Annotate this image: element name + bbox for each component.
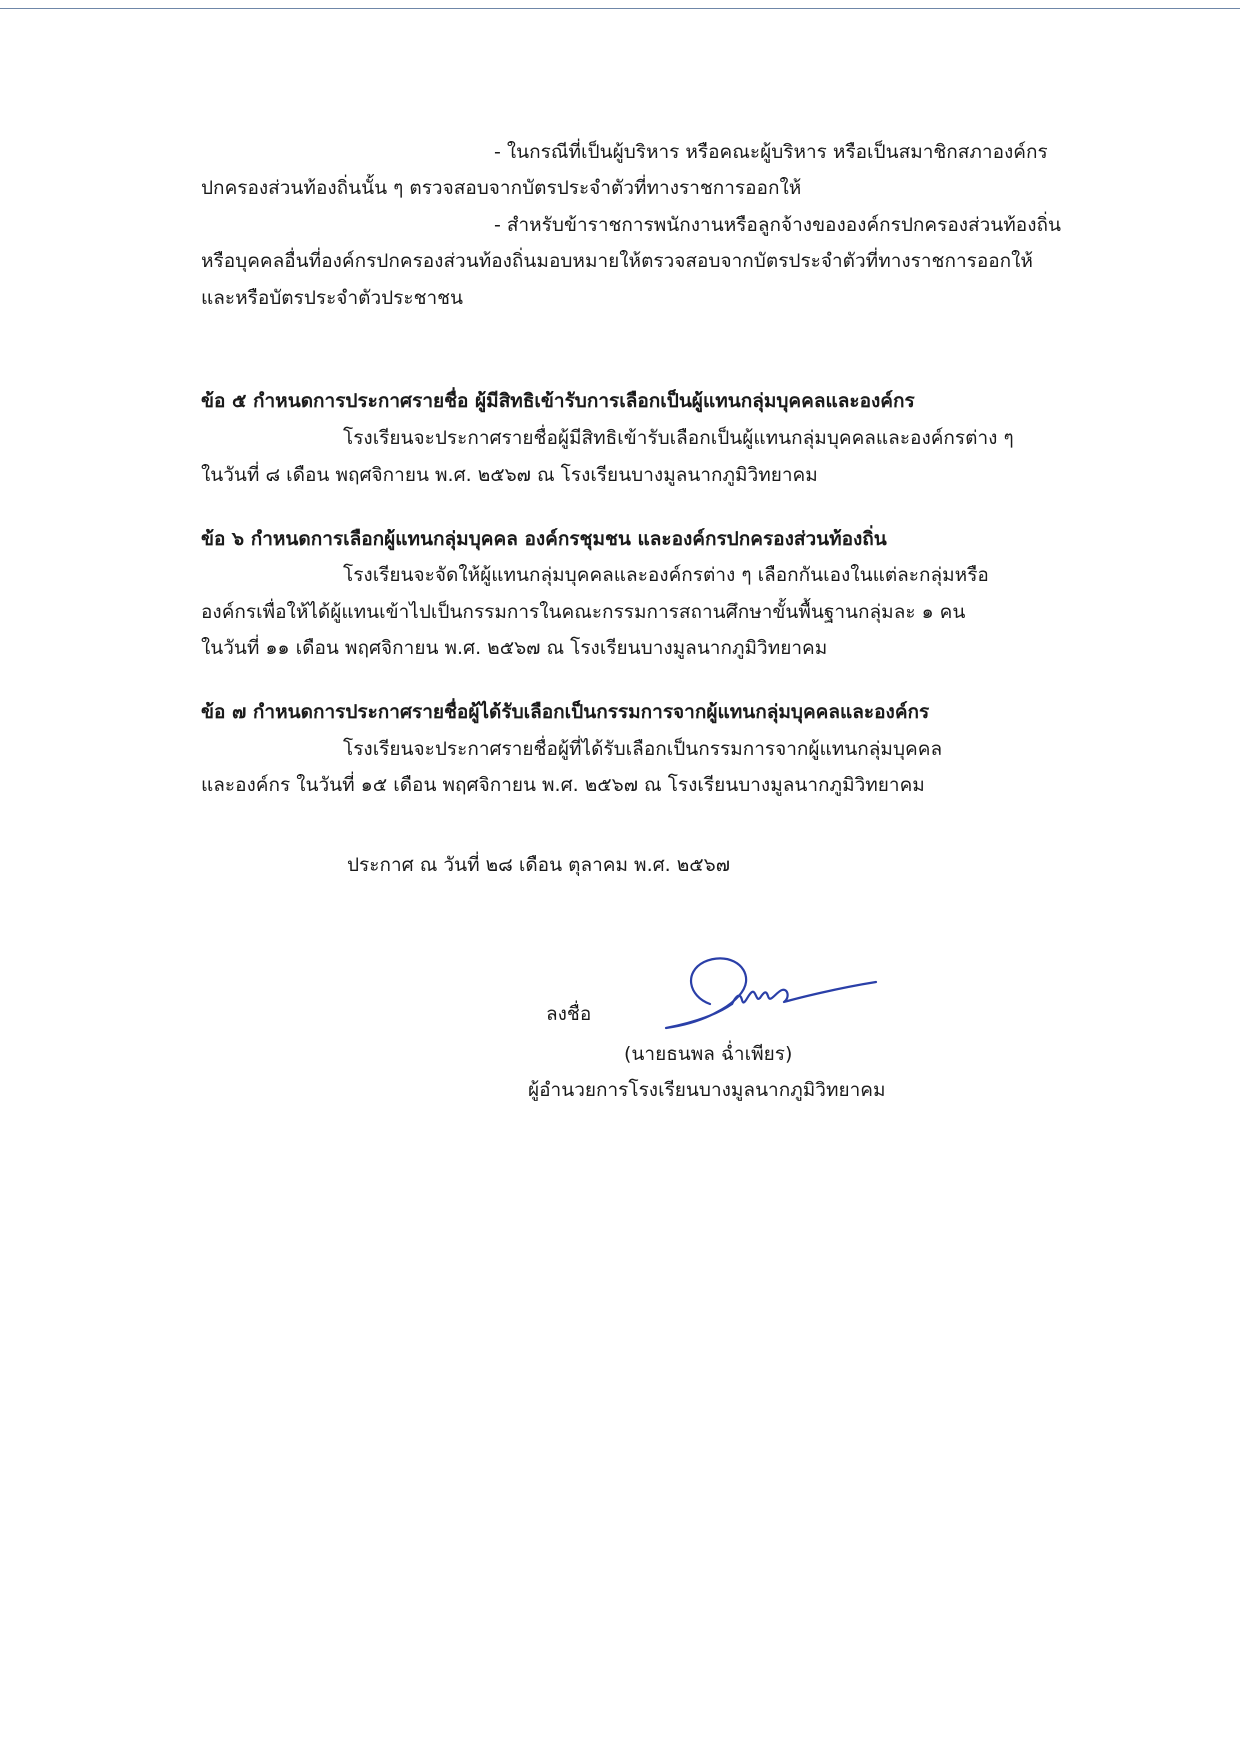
section-5-paragraph-line-1: โรงเรียนจะประกาศรายชื่อผู้มีสิทธิเข้ารับเลือกเป็นผู้แทนกลุ่มบุคคลและองค์กรต่าง ๆ [343,427,1014,449]
section-5-paragraph-line-2: ในวันที่ ๘ เดือน พฤศจิกายน พ.ศ. ๒๕๖๗ ณ โรงเรียนบางมูลนากภูมิวิทยาคม [201,464,818,486]
section-7-paragraph-line-1: โรงเรียนจะประกาศรายชื่อผู้ที่ได้รับเลือกเป็นกรรมการจากผู้แทนกลุ่มบุคคล [343,738,943,760]
top-border-line [0,8,1240,9]
section-7-paragraph-line-2: และองค์กร ในวันที่ ๑๕ เดือน พฤศจิกายน พ.ศ. ๒๕๖๗ ณ โรงเรียนบางมูลนากภูมิวิทยาคม [201,774,925,796]
signer-position: ผู้อำนวยการโรงเรียนบางมูลนากภูมิวิทยาคม [528,1079,886,1101]
intro-bullet-2-continuation-2: และหรือบัตรประจำตัวประชาชน [201,287,464,309]
signature-label: ลงชื่อ [546,1003,592,1025]
section-7-heading: ข้อ ๗ กำหนดการประกาศรายชื่อผู้ได้รับเลือกเป็นกรรมการจากผู้แทนกลุ่มบุคคลและองค์กร [201,701,930,723]
section-5-heading: ข้อ ๕ กำหนดการประกาศรายชื่อ ผู้มีสิทธิเข้ารับการเลือกเป็นผู้แทนกลุ่มบุคคลและองค์กร [201,390,915,412]
section-6-paragraph-line-3: ในวันที่ ๑๑ เดือน พฤศจิกายน พ.ศ. ๒๕๖๗ ณ โรงเรียนบางมูลนากภูมิวิทยาคม [201,637,828,659]
handwritten-signature [648,952,878,1042]
intro-bullet-2: - สำหรับข้าราชการพนักงานหรือลูกจ้างขององค์กรปกครองส่วนท้องถิ่น [494,214,1061,236]
section-6-heading: ข้อ ๖ กำหนดการเลือกผู้แทนกลุ่มบุคคล องค์กรชุมชน และองค์กรปกครองส่วนท้องถิ่น [201,528,887,550]
intro-bullet-2-continuation: หรือบุคคลอื่นที่องค์กรปกครองส่วนท้องถิ่นมอบหมายให้ตรวจสอบจากบัตรประจำตัวที่ทางราชการออกให้ [201,250,1033,272]
section-6-paragraph-line-2: องค์กรเพื่อให้ได้ผู้แทนเข้าไปเป็นกรรมการในคณะกรรมการสถานศึกษาขั้นพื้นฐานกลุ่มละ ๑ คน [201,601,966,623]
signer-name: (นายธนพล ฉ่ำเพียร) [624,1043,793,1065]
section-6-paragraph-line-1: โรงเรียนจะจัดให้ผู้แทนกลุ่มบุคคลและองค์กรต่าง ๆ เลือกกันเองในแต่ละกลุ่มหรือ [343,564,989,586]
intro-bullet-1: - ในกรณีที่เป็นผู้บริหาร หรือคณะผู้บริหาร หรือเป็นสมาชิกสภาองค์กร [494,141,1048,163]
intro-bullet-1-continuation: ปกครองส่วนท้องถิ่นนั้น ๆ ตรวจสอบจากบัตรประจำตัวที่ทางราชการออกให้ [201,177,802,199]
announcement-date: ประกาศ ณ วันที่ ๒๘ เดือน ตุลาคม พ.ศ. ๒๕๖๗ [347,854,731,876]
